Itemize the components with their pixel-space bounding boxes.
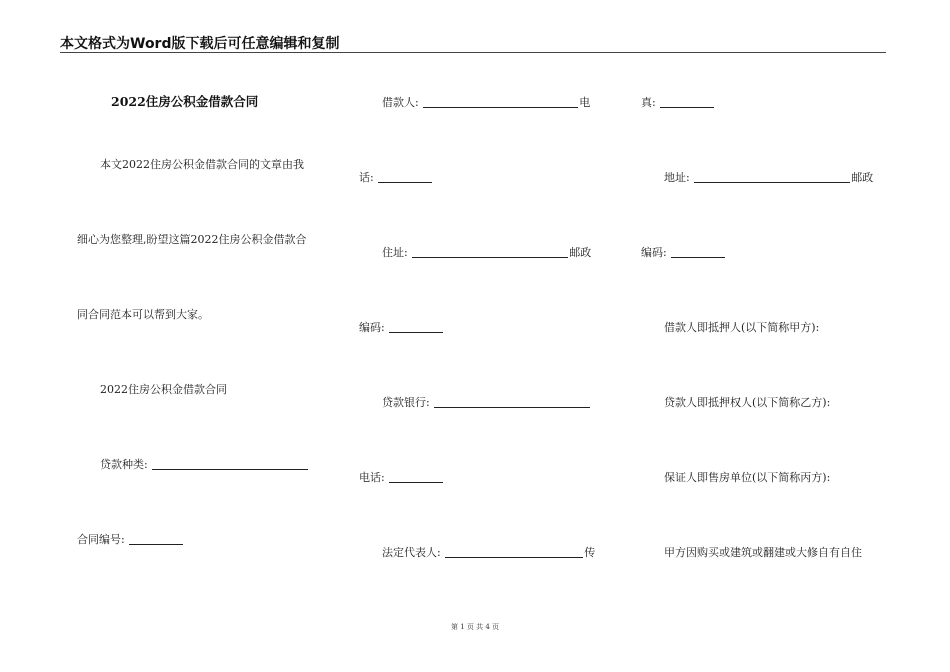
zhen-label: 真: bbox=[641, 96, 656, 109]
phone-hua-row bbox=[359, 169, 433, 185]
party-a-text: 借款人即抵押人(以下简称甲方): bbox=[664, 321, 820, 334]
clause-text: 甲方因购买或建筑或翻建或大修自有自住 bbox=[664, 546, 862, 559]
fax-row bbox=[641, 94, 715, 110]
party-c-text: 保证人即售房单位(以下简称丙方): bbox=[664, 471, 831, 484]
loan-type-row bbox=[100, 456, 309, 472]
dian-text: 电 bbox=[579, 96, 591, 109]
phone-field-2[interactable] bbox=[389, 471, 443, 483]
bank-row bbox=[382, 394, 591, 410]
bank-label: 贷款银行: bbox=[382, 396, 430, 409]
hua-label: 话: bbox=[359, 171, 374, 184]
addr-field[interactable] bbox=[694, 171, 850, 183]
intro-line-2: 细心为您整理,盼望这篇2022住房公积金借款合 bbox=[77, 233, 307, 246]
postcode-row-1 bbox=[359, 319, 444, 335]
legal-rep-field[interactable] bbox=[445, 546, 583, 558]
header-rule bbox=[60, 52, 886, 53]
phone-row bbox=[359, 469, 444, 485]
intro-line-3: 同合同范本可以帮到大家。 bbox=[77, 308, 209, 321]
loan-type-field[interactable] bbox=[152, 458, 308, 470]
youzheng-text-1: 邮政 bbox=[569, 246, 592, 259]
borrower-label: 借款人: bbox=[382, 96, 419, 109]
chuan-text: 传 bbox=[584, 546, 596, 559]
contract-subtitle: 2022住房公积金借款合同 bbox=[100, 383, 227, 396]
postcode-field-1[interactable] bbox=[389, 321, 443, 333]
borrower-field[interactable] bbox=[423, 96, 578, 108]
phone-label: 电话: bbox=[359, 471, 385, 484]
postcode-label-1: 编码: bbox=[359, 321, 385, 334]
addr-label: 地址: bbox=[664, 171, 690, 184]
party-b-text: 贷款人即抵押权人(以下简称乙方): bbox=[664, 396, 831, 409]
postcode-row-2 bbox=[641, 244, 726, 260]
phone-field-1[interactable] bbox=[378, 171, 432, 183]
legal-rep-label: 法定代表人: bbox=[382, 546, 441, 559]
legal-rep-row bbox=[382, 544, 595, 560]
borrower-row bbox=[382, 94, 590, 110]
postcode-label-2: 编码: bbox=[641, 246, 667, 259]
postcode-field-2[interactable] bbox=[671, 246, 725, 258]
intro-line-1: 本文2022住房公积金借款合同的文章由我 bbox=[100, 158, 304, 171]
document-title: 2022住房公积金借款合同 bbox=[111, 94, 259, 109]
contract-no-field[interactable] bbox=[129, 533, 183, 545]
youzheng-text-2: 邮政 bbox=[851, 171, 874, 184]
contract-no-label: 合同编号: bbox=[77, 533, 125, 546]
addr-row bbox=[664, 169, 873, 185]
address-row bbox=[382, 244, 591, 260]
address-field[interactable] bbox=[412, 246, 568, 258]
fax-field[interactable] bbox=[660, 96, 714, 108]
bank-field[interactable] bbox=[434, 396, 590, 408]
address-label: 住址: bbox=[382, 246, 408, 259]
contract-no-row bbox=[77, 531, 184, 547]
header-title: 本文格式为Word版下载后可任意编辑和复制 bbox=[60, 36, 340, 52]
page-footer: 第 1 页 共 4 页 bbox=[450, 623, 500, 631]
loan-type-label: 贷款种类: bbox=[100, 458, 148, 471]
